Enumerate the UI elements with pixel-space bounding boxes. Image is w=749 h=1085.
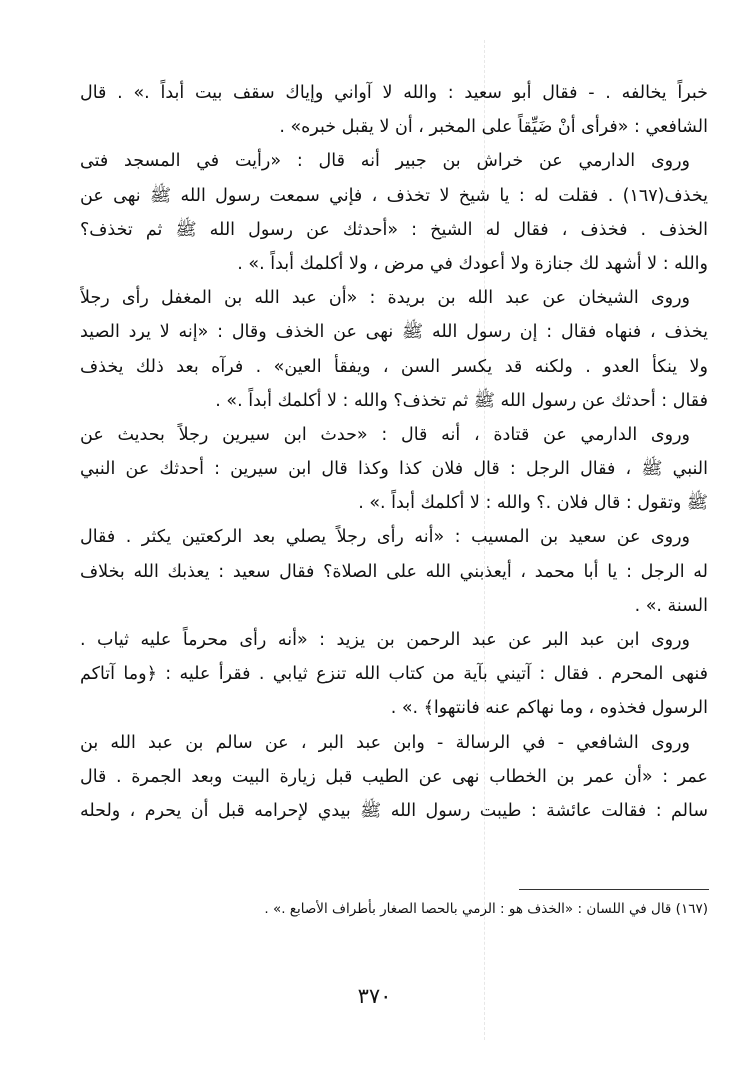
text-line: الشافعي : «فرأى أنْ ضَيِّقاً على المخبر ، أن لا يقبل خبره» .	[279, 117, 708, 138]
text-line: فقال : أحدثك عن رسول الله ﷺ ثم تخذف؟ والله : لا أكلمك أبداً .» .	[215, 390, 708, 411]
paragraph-start-line: وروى عن سعيد بن المسيب : «أنه رأى رجلاً يصلي بعد الركعتين يكثر . فقال	[80, 527, 690, 548]
text-line: عمر : «أن عمر بن الخطاب نهى عن الطيب قبل زيارة البيت وبعد الجمرة . قال	[80, 766, 708, 787]
footnote-divider	[519, 889, 709, 890]
text-line: ولا ينكأ العدو . ولكنه قد يكسر السن ، ويفقأ العين» . فرآه بعد ذلك يخذف	[80, 356, 708, 377]
text-line: السنة .» .	[634, 595, 708, 616]
text-line: الخذف . فخذف ، فقال له الشيخ : «أحدثك عن رسول الله ﷺ ثم تخذف؟	[80, 219, 708, 240]
paragraph-start-line: وروى ابن عبد البر عن عبد الرحمن بن يزيد : «أنه رأى محرماً عليه ثياب .	[80, 630, 690, 650]
page-number: ٣٧٠	[357, 984, 392, 1008]
paragraph-start-line: وروى الشيخان عن عبد الله بن بريدة : «أن عبد الله بن المغفل رأى رجلاً	[80, 288, 690, 309]
paragraph-start-line: وروى الشافعي - في الرسالة - وابن عبد البر ، عن سالم بن عبد الله بن	[80, 732, 690, 753]
main-text	[80, 76, 708, 828]
text-line: خبراً يخالفه . - فقال أبو سعيد : والله لا آواني وإياك سقف بيت أبداً .» . قال	[80, 83, 708, 103]
text-line: الرسول فخذوه ، وما نهاكم عنه فانتهوا﴾ .» .	[390, 698, 708, 719]
text-line: يخذف(١٦٧) . فقلت له : يا شيخ لا تخذف ، فإني سمعت رسول الله ﷺ نهى عن	[80, 185, 708, 206]
text-line: النبي ﷺ ، فقال الرجل : قال فلان كذا وكذا قال ابن سيرين : أحدثك عن النبي	[80, 459, 708, 480]
text-line: فنهى المحرم . فقال : آتيني بآية من كتاب الله تنزع ثيابي . فقرأ عليه : ﴿وما آتاكم	[80, 664, 708, 685]
paragraph-start-line: وروى الدارمي عن قتادة ، أنه قال : «حدث ابن سيرين رجلاً بحديث عن	[80, 424, 690, 445]
footnote: (١٦٧) قال في اللسان : «الخذف هو : الرمي بالحصا الصغار بأطراف الأصابع .» .	[264, 901, 708, 917]
paragraph-start-line: وروى الدارمي عن خراش بن جبير أنه قال : «رأيت في المسجد فتى	[80, 151, 690, 172]
text-line: ﷺ وتقول : قال فلان .؟ والله : لا أكلمك أبداً .» .	[358, 493, 708, 514]
text-line: يخذف ، فنهاه فقال : إن رسول الله ﷺ نهى عن الخذف وقال : «إنه لا يرد الصيد	[80, 322, 708, 343]
text-line: له الرجل : يا أبا محمد ، أيعذبني الله على الصلاة؟ فقال سعيد : يعذبك الله بخلاف	[80, 561, 708, 582]
text-line: والله : لا أشهد لك جنازة ولا أعودك في مرض ، ولا أكلمك أبداً .» .	[237, 253, 708, 274]
text-line: سالم : فقالت عائشة : طيبت رسول الله ﷺ بيدي لإحرامه قبل أن يحرم ، ولحله	[80, 800, 708, 821]
